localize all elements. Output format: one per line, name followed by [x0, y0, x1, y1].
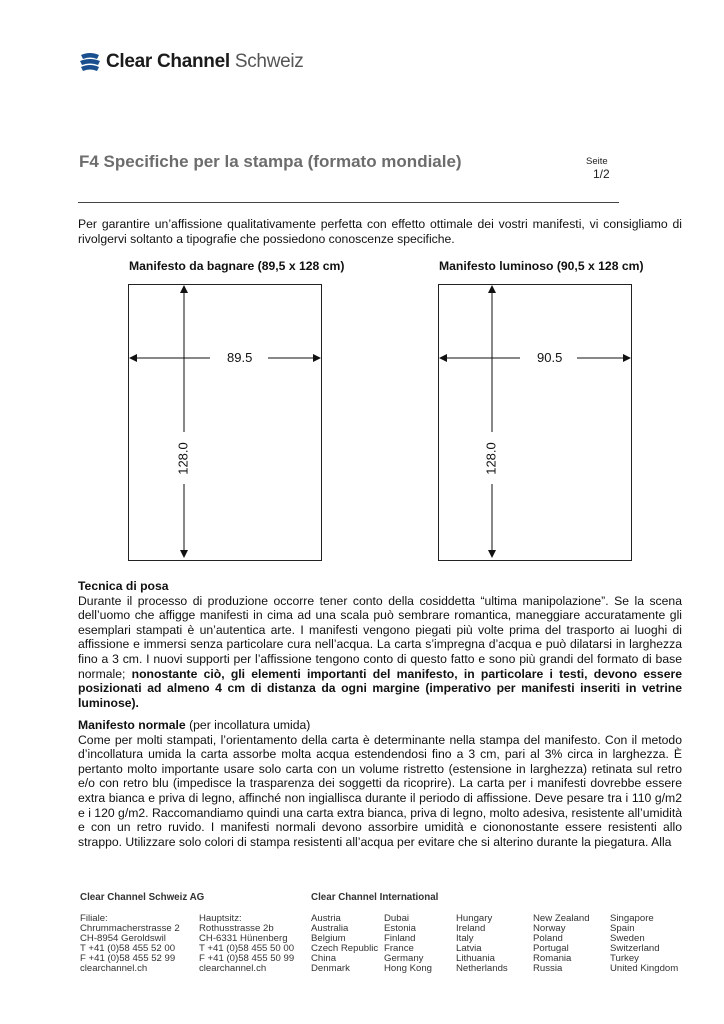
section-normale-heading: Manifesto normale: [78, 718, 186, 732]
country: Portugal: [533, 943, 569, 954]
footer-countries-1: [311, 914, 378, 974]
logo-brand: Clear Channel: [106, 51, 230, 72]
country: Germany: [384, 953, 424, 964]
section-tecnica: [78, 579, 682, 710]
section-tecnica-heading: Tecnica di posa: [78, 579, 169, 593]
section-manifesto-normale: [78, 718, 682, 849]
footer-line: CH-6331 Hünenberg: [199, 933, 288, 944]
country: Denmark: [311, 963, 350, 974]
poster-height-bagnare: 128.0: [175, 442, 191, 475]
poster-width-luminoso: 90.5: [537, 350, 563, 365]
footer-link[interactable]: clearchannel.ch: [199, 963, 267, 974]
country: Netherlands: [456, 963, 508, 974]
intro-paragraph: Per garantire un’affissione qualitativamente perfetta con effetto ottimale dei vostri manifesti, vi consigliamo di rivolgervi soltanto a tipografie che possiedono conoscenze specifiche.: [78, 217, 682, 246]
footer-line: F +41 (0)58 455 50 99: [199, 953, 295, 964]
footer-line: Filiale:: [80, 913, 108, 924]
footer-international-name: Clear Channel International: [311, 892, 439, 903]
country: Latvia: [456, 943, 482, 954]
country: United Kingdom: [610, 963, 679, 974]
logo-sub: Schweiz: [234, 51, 304, 72]
country: Hong Kong: [384, 963, 433, 974]
country: Ireland: [456, 923, 486, 934]
page-number: 1/2: [593, 167, 610, 181]
poster-title-luminoso: Manifesto luminoso (90,5 x 128 cm): [439, 259, 644, 273]
country: Spain: [610, 923, 635, 934]
country: Poland: [533, 933, 563, 944]
footer-line: Rothusstrasse 2b: [199, 923, 274, 934]
poster-diagram-luminoso: [438, 284, 632, 561]
poster-height-luminoso: 128.0: [483, 442, 499, 475]
country: China: [311, 953, 337, 964]
footer-line: T +41 (0)58 455 52 00: [80, 943, 176, 954]
section-normale-note: (per incollatura umida): [189, 718, 311, 732]
footer-link[interactable]: clearchannel.ch: [80, 963, 148, 974]
country: Romania: [533, 953, 572, 964]
footer-countries-2: [384, 914, 432, 974]
country: Switzerland: [610, 943, 660, 954]
country: Belgium: [311, 933, 346, 944]
footer-international: [311, 893, 438, 913]
footer-line: T +41 (0)58 455 50 00: [199, 943, 295, 954]
country: Lithuania: [456, 953, 495, 964]
country: Estonia: [384, 923, 416, 934]
footer-company: [80, 893, 204, 913]
footer-line: F +41 (0)58 455 52 99: [80, 953, 176, 964]
footer-countries-5: [610, 914, 678, 974]
country: Czech Republic: [311, 943, 379, 954]
country: Singapore: [610, 913, 654, 924]
page-label: Seite: [586, 156, 608, 167]
section-tecnica-text: Durante il processo di produzione occorre tener conto della cosiddetta “ultima manipolazione”. Se la scena dell’uomo che affigge manifesti in cima ad una scala può sembrare romantica, maneggiare accuratamente gli esemplari stampati è un’autentica arte. I manifesti vengono piegati più volte prima del trasporto ai luoghi di affissione e immersi senza particolare cura nell’acqua. La carta s’impregna d’acqua e può dilatarsi in larghezza fino a 3 cm. I nuovi supporti per l’affissione tengono conto di questo fatto e sono più grandi del formato di base normale;: [78, 593, 682, 681]
country: Hungary: [456, 913, 493, 924]
country: Russia: [533, 963, 563, 974]
footer-countries-4: [533, 914, 590, 974]
footer-countries-3: [456, 914, 508, 974]
country: Turkey: [610, 953, 639, 964]
footer-line: Hauptsitz:: [199, 913, 242, 924]
section-normale-text: Come per molti stampati, l’orientamento della carta è determinante nella stampa del manifesto. Con il metodo d’incollatura umida la carta assorbe molta acqua estendendosi fino a 3 cm, pari al 3% circa in larghezza. È pertanto molto importante usare solo carta con un volume ristretto (estensione in larghezza) retinata sul retro e/o con retro blu (impedisce la trasparenza dei soggetti da ricoprire). La carta per i manifesti dovrebbe essere extra bianca e priva di legno, affinché non ingiallisca durante il periodo di affissione. Deve pesare tra i 110 g/m2 e i 120 g/m2. Raccomandiamo quindi una carta extra bianca, priva di legno, molto adesiva, resistente all’umidità e con un retro ruvido. I manifesti normali devono assorbire umidità e ciononostante essere resistenti allo strappo. Utilizzare solo colori di stampa resistenti all’acqua per evitare che si alterino durante la piegatura. Alla: [78, 732, 682, 849]
page-title: F4 Specifiche per la stampa (formato mondiale): [79, 152, 462, 171]
footer-line: CH-8954 Geroldswil: [80, 933, 166, 944]
country: Dubai: [384, 913, 410, 924]
footer-company-name: Clear Channel Schweiz AG: [80, 892, 205, 903]
country: France: [384, 943, 414, 954]
country: Australia: [311, 923, 349, 934]
poster-title-bagnare: Manifesto da bagnare (89,5 x 128 cm): [129, 259, 345, 273]
country: Finland: [384, 933, 416, 944]
country: Italy: [456, 933, 474, 944]
country: New Zealand: [533, 913, 590, 924]
footer-filiale: [80, 914, 180, 974]
country: Norway: [533, 923, 566, 934]
footer-line: Chrummacherstrasse 2: [80, 923, 180, 934]
poster-width-bagnare: 89.5: [227, 350, 253, 365]
country: Sweden: [610, 933, 645, 944]
footer-hauptsitz: [199, 914, 294, 974]
country: Austria: [311, 913, 341, 924]
section-tecnica-bold: nonostante ciò, gli elementi importanti del manifesto, in particolare i testi, devono essere posizionati ad almeno 4 cm di distanza da ogni margine (imperativo per manifesti inseriti in vetrine luminose).: [78, 666, 682, 710]
